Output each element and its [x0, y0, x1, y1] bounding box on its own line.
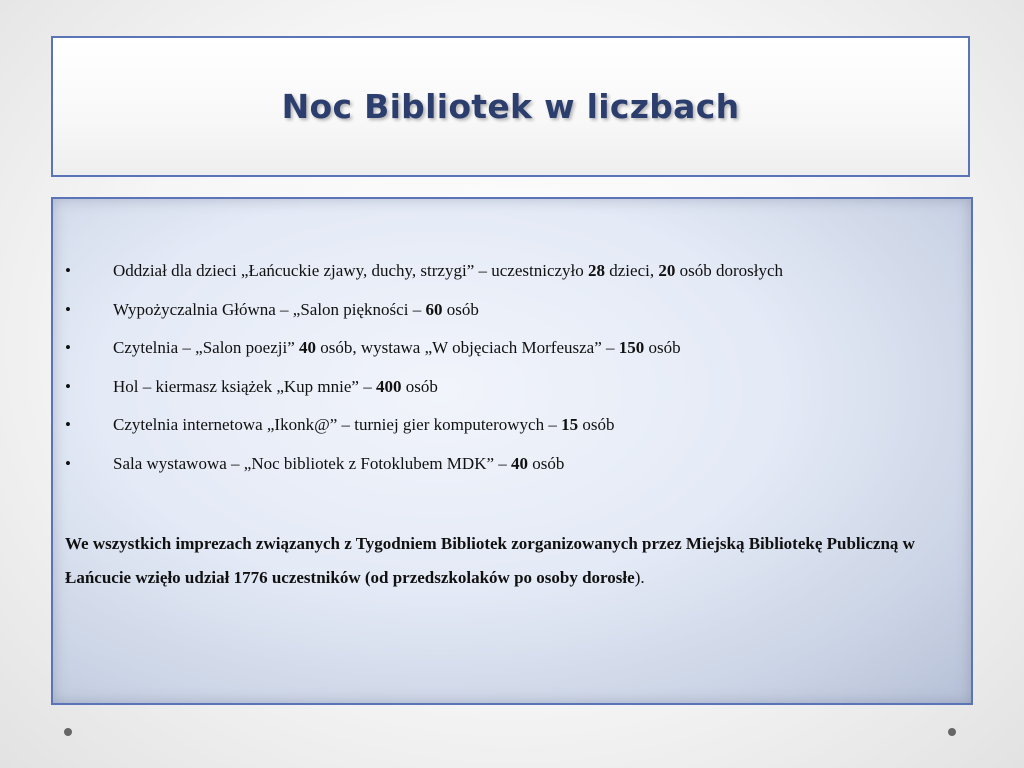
- summary-paragraph: We wszystkich imprezach związanych z Tygodniem Bibliotek zorganizowanych przez Miejską Bibliotekę Publiczną w Łańcucie wzięło udział 1776 uczestników (od przedszkolaków po osoby dorosłe).: [65, 534, 915, 587]
- bullet-icon: •: [65, 299, 71, 319]
- title-box: [51, 36, 970, 177]
- corner-dot-icon: [948, 728, 956, 736]
- list-item: • Oddział dla dzieci „Łańcuckie zjawy, duchy, strzygi” – uczestniczyło 28 dzieci, 20 osób dorosłych: [65, 261, 784, 280]
- corner-dot-icon: [64, 728, 72, 736]
- list-item: • Hol – kiermasz książek „Kup mnie” – 400 osób: [65, 376, 438, 396]
- bullet-icon: •: [65, 338, 71, 357]
- list-item: • Czytelnia – „Salon poezji” 40 osób, wystawa „W objęciach Morfeusza” – 150 osób: [65, 338, 681, 357]
- bullet-icon: •: [65, 376, 71, 396]
- bullet-icon: •: [65, 261, 71, 280]
- bullet-icon: •: [65, 415, 71, 434]
- list-item: • Wypożyczalnia Główna – „Salon piękności – 60 osób: [65, 299, 479, 319]
- bullet-list: [65, 261, 783, 492]
- list-item: • Sala wystawowa – „Noc bibliotek z Fotoklubem MDK” – 40 osób: [65, 453, 565, 473]
- list-item: • Czytelnia internetowa „Ikonk@” – turniej gier komputerowych – 15 osób: [65, 415, 615, 434]
- bullet-icon: •: [65, 453, 71, 473]
- slide-title: Noc Bibliotek w liczbach: [281, 87, 740, 126]
- content-box: [51, 197, 973, 705]
